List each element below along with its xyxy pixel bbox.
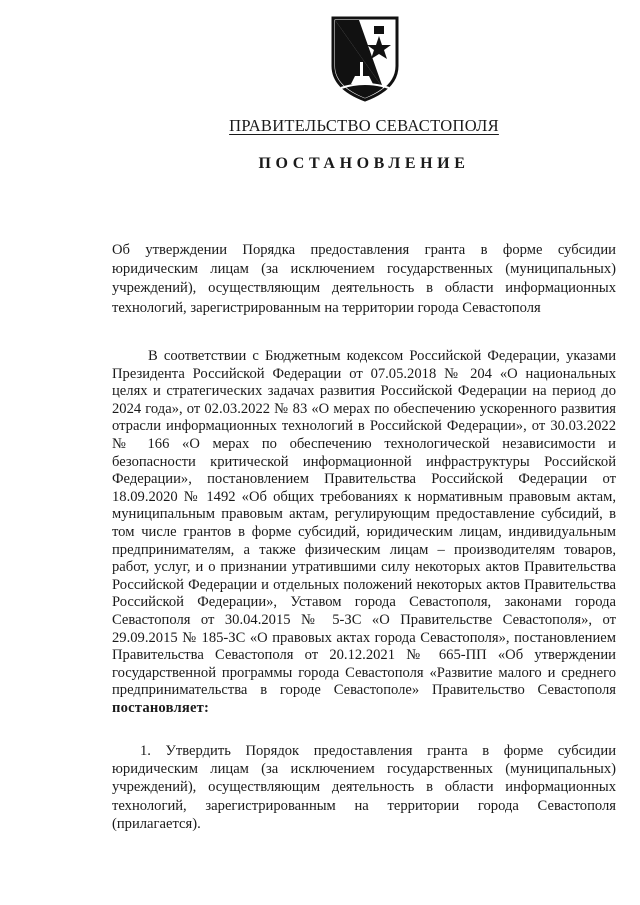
resolves-word: постановляет: — [112, 699, 210, 716]
document-type-heading: ПОСТАНОВЛЕНИЕ — [258, 155, 470, 172]
preamble-text: В соответствии с Бюджетным кодексом Российской Федерации, указами Президента Российской Федерации от 07.05.2018 № 204 «О национальных целях и стратегических задачах развития Российской Федерации на период до 2024 года», от 02.03.2022 № 83 «О мерах по обеспечению ускоренного развития отрасли информационных технологий в Российской Федерации», от 30.03.2022 № 166 «О мерах по обеспечению технологической независимости и безопасности критической информационной инфраструктуры Российской Федерации», постановлением Правительства Российской Федерации от 18.09.2020 № 1492 «Об общих требованиях к нормативным правовым актам, муниципальным правовым актам, регулирующим предоставление субсидий, в том числе грантов в форме субсидий, юридическим лицам, индивидуальным предпринимателям, а также физическим лицам – производителям товаров, работ, услуг, и о признании утратившими силу некоторых актов Правительства Российской Федерации и отдельных положений некоторых актов Правительства Российской Федерации», Уставом города Севастополя, законами города Севастополя от 30.04.2015 № 5-ЗС «О Правительстве Севастополя», от 29.09.2015 № 185-ЗС «О правовых актах города Севастополя», постановлением Правительства Севастополя от 20.12.2021 № 665-ПП «Об утверждении государственной программы города Севастополя «Развитие малого и среднего предпринимательства в городе Севастополе» Правительство Севастополя — [112, 348, 616, 699]
government-title: ПРАВИТЕЛЬСТВО СЕВАСТОПОЛЯ — [229, 116, 499, 135]
clause-1: 1. Утвердить Порядок предоставления гранта в форме субсидии юридическим лицам (за исключением государственных (муниципальных) учреждений), осуществляющим деятельность в области информационных технологий, зарегистрированным на территории города Севастополя (прилагается). — [112, 743, 616, 832]
resolution-subject: Об утверждении Порядка предоставления гранта в форме субсидии юридическим лицам (за исключением государственных (муниципальных) учреждений), осуществляющим деятельность в области информационных технологий, зарегистрированным на территории города Севастополя — [112, 242, 616, 316]
preamble-paragraph — [112, 348, 616, 717]
sevastopol-coat-of-arms-icon — [329, 14, 401, 104]
